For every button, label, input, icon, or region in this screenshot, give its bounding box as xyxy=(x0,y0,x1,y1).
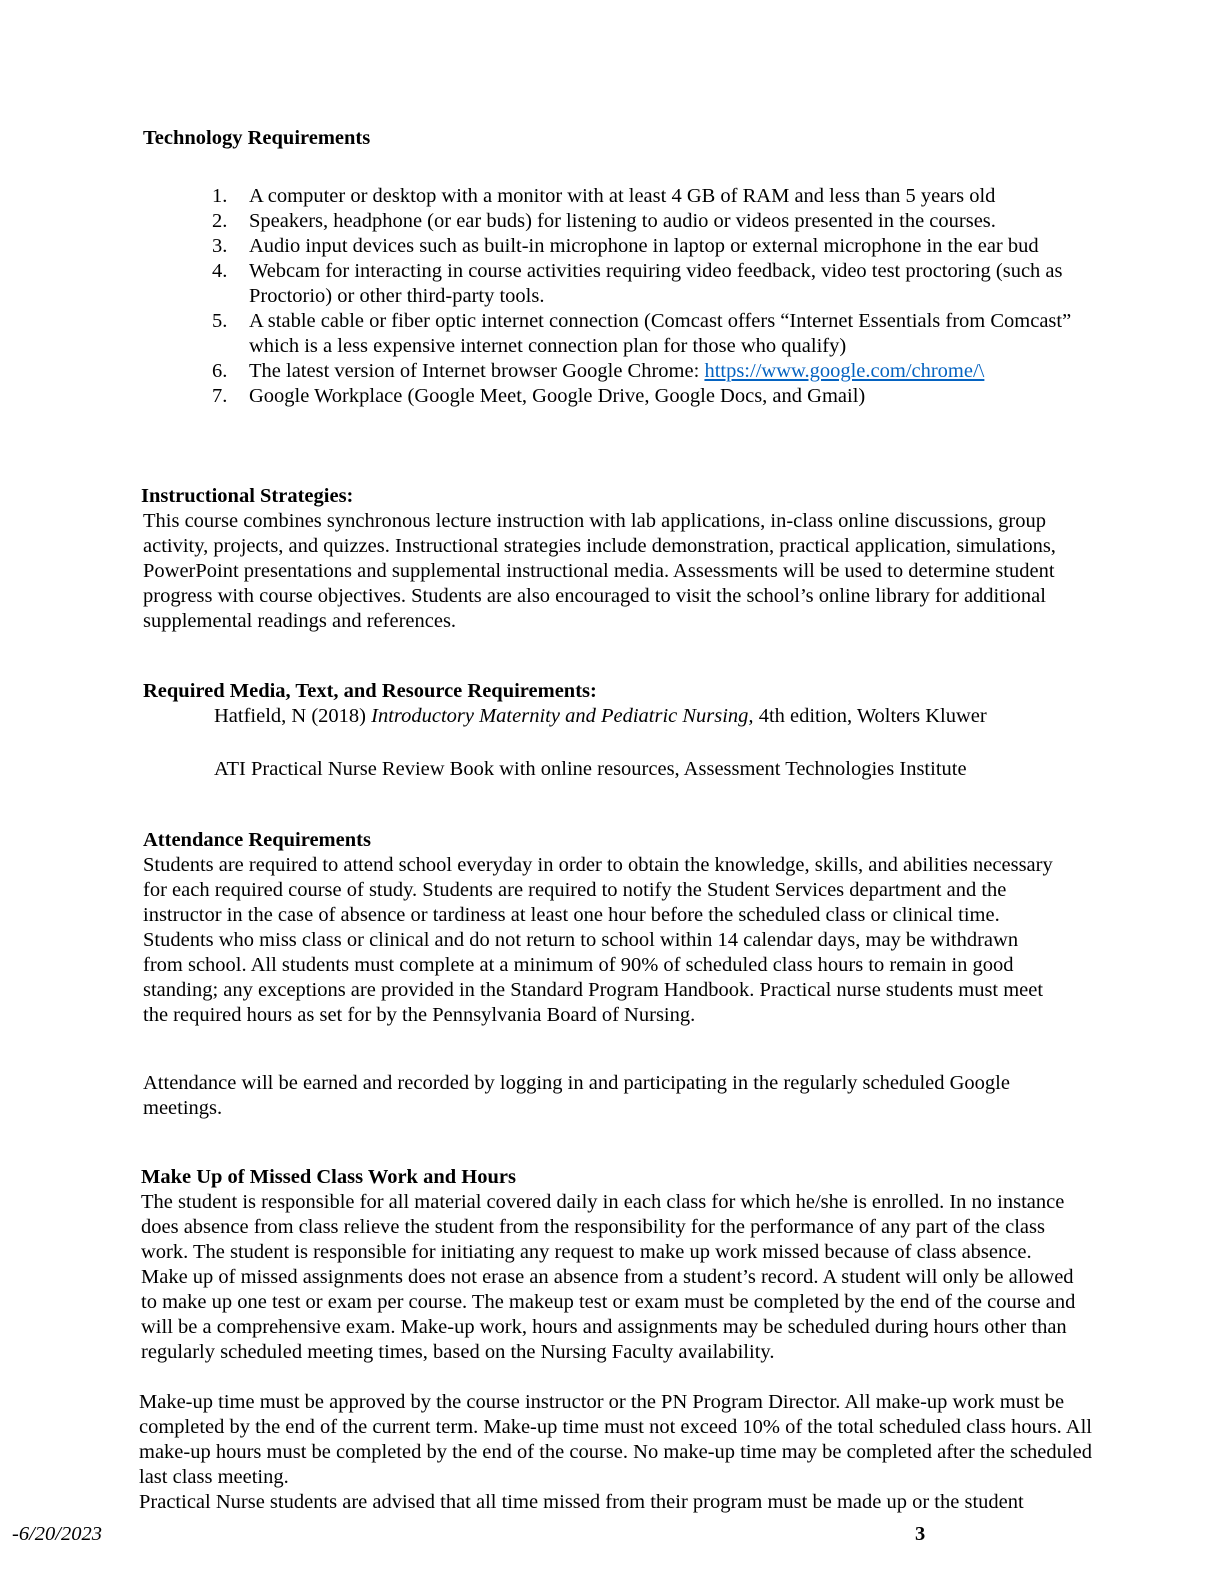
makeup-para-2: Make-up time must be approved by the course instructor or the PN Program Director. All make-up work must be completed by the end of the current term. Make-up time must not exceed 10% of the total scheduled class hours. All make-up hours must be completed by the end of the course. No make-up time may be completed after the scheduled last class meeting. xyxy=(139,1391,1092,1488)
chrome-link[interactable]: https://www.google.com/chrome/\ xyxy=(704,360,985,382)
list-item: 6. The latest version of Internet browser Google Chrome: https://www.google.com/chrome/\ xyxy=(212,360,985,382)
list-item: 3. Audio input devices such as built-in microphone in laptop or external microphone in the ear bud xyxy=(212,235,1039,257)
list-item: 4. Webcam for interacting in course activities requiring video feedback, video test proctoring (such as Proctorio) or other third-party tools. xyxy=(212,260,1063,307)
attendance-body-2: Attendance will be earned and recorded by logging in and participating in the regularly scheduled Google meetings. xyxy=(143,1072,1010,1119)
list-item: 7. Google Workplace (Google Meet, Google Drive, Google Docs, and Gmail) xyxy=(212,385,866,407)
media-book-2: ATI Practical Nurse Review Book with online resources, Assessment Technologies Institute xyxy=(214,758,967,780)
instructional-heading: Instructional Strategies: xyxy=(141,485,354,507)
makeup-para-3: Practical Nurse students are advised that all time missed from their program must be made up or the student xyxy=(139,1491,1024,1513)
list-item: 5. A stable cable or fiber optic internet connection (Comcast offers “Internet Essentials from Comcast” which is a less expensive internet connection plan for those who qualify) xyxy=(212,310,1072,357)
makeup-heading: Make Up of Missed Class Work and Hours xyxy=(141,1166,516,1188)
footer-date: -6/20/2023 xyxy=(12,1523,102,1545)
attendance-heading: Attendance Requirements xyxy=(143,829,371,851)
technology-heading: Technology Requirements xyxy=(143,127,371,149)
list-item: 1. A computer or desktop with a monitor with at least 4 GB of RAM and less than 5 years old xyxy=(212,185,996,207)
makeup-para-1: The student is responsible for all material covered daily in each class for which he/she is enrolled. In no instance does absence from class relieve the student from the responsibility for the performance of any part of the class work. The student is responsible for initiating any request to make up work missed because of class absence. Make up of missed assignments does not erase an absence from a student’s record. A student will only be allowed to make up one test or exam per course. The makeup test or exam must be completed by the end of the course and will be a comprehensive exam. Make-up work, hours and assignments may be scheduled during hours other than regularly scheduled meeting times, based on the Nursing Faculty availability. xyxy=(141,1191,1076,1363)
media-book-1: Hatfield, N (2018) Introductory Maternity and Pediatric Nursing, 4th edition, Wolters Kluwer xyxy=(214,705,987,727)
technology-list xyxy=(212,184,1072,409)
attendance-body: Students are required to attend school everyday in order to obtain the knowledge, skills, and abilities necessary for each required course of study. Students are required to notify the Student Services department and the instructor in the case of absence or tardiness at least one hour before the scheduled class or clinical time. Students who miss class or clinical and do not return to school within 14 calendar days, may be withdrawn from school. All students must complete at a minimum of 90% of scheduled class hours to remain in good standing; any exceptions are provided in the Standard Program Handbook. Practical nurse students must meet the required hours as set for by the Pennsylvania Board of Nursing. xyxy=(143,854,1053,1026)
list-item: 2. Speakers, headphone (or ear buds) for listening to audio or videos presented in the courses. xyxy=(212,210,996,232)
page-number: 3 xyxy=(915,1523,926,1545)
media-heading: Required Media, Text, and Resource Requirements: xyxy=(143,680,597,702)
instructional-body: This course combines synchronous lecture instruction with lab applications, in-class online discussions, group activity, projects, and quizzes. Instructional strategies include demonstration, practical application, simulations, PowerPoint presentations and supplemental instructional media. Assessments will be used to determine student progress with course objectives. Students are also encouraged to visit the school’s online library for additional supplemental readings and references. xyxy=(143,510,1056,632)
